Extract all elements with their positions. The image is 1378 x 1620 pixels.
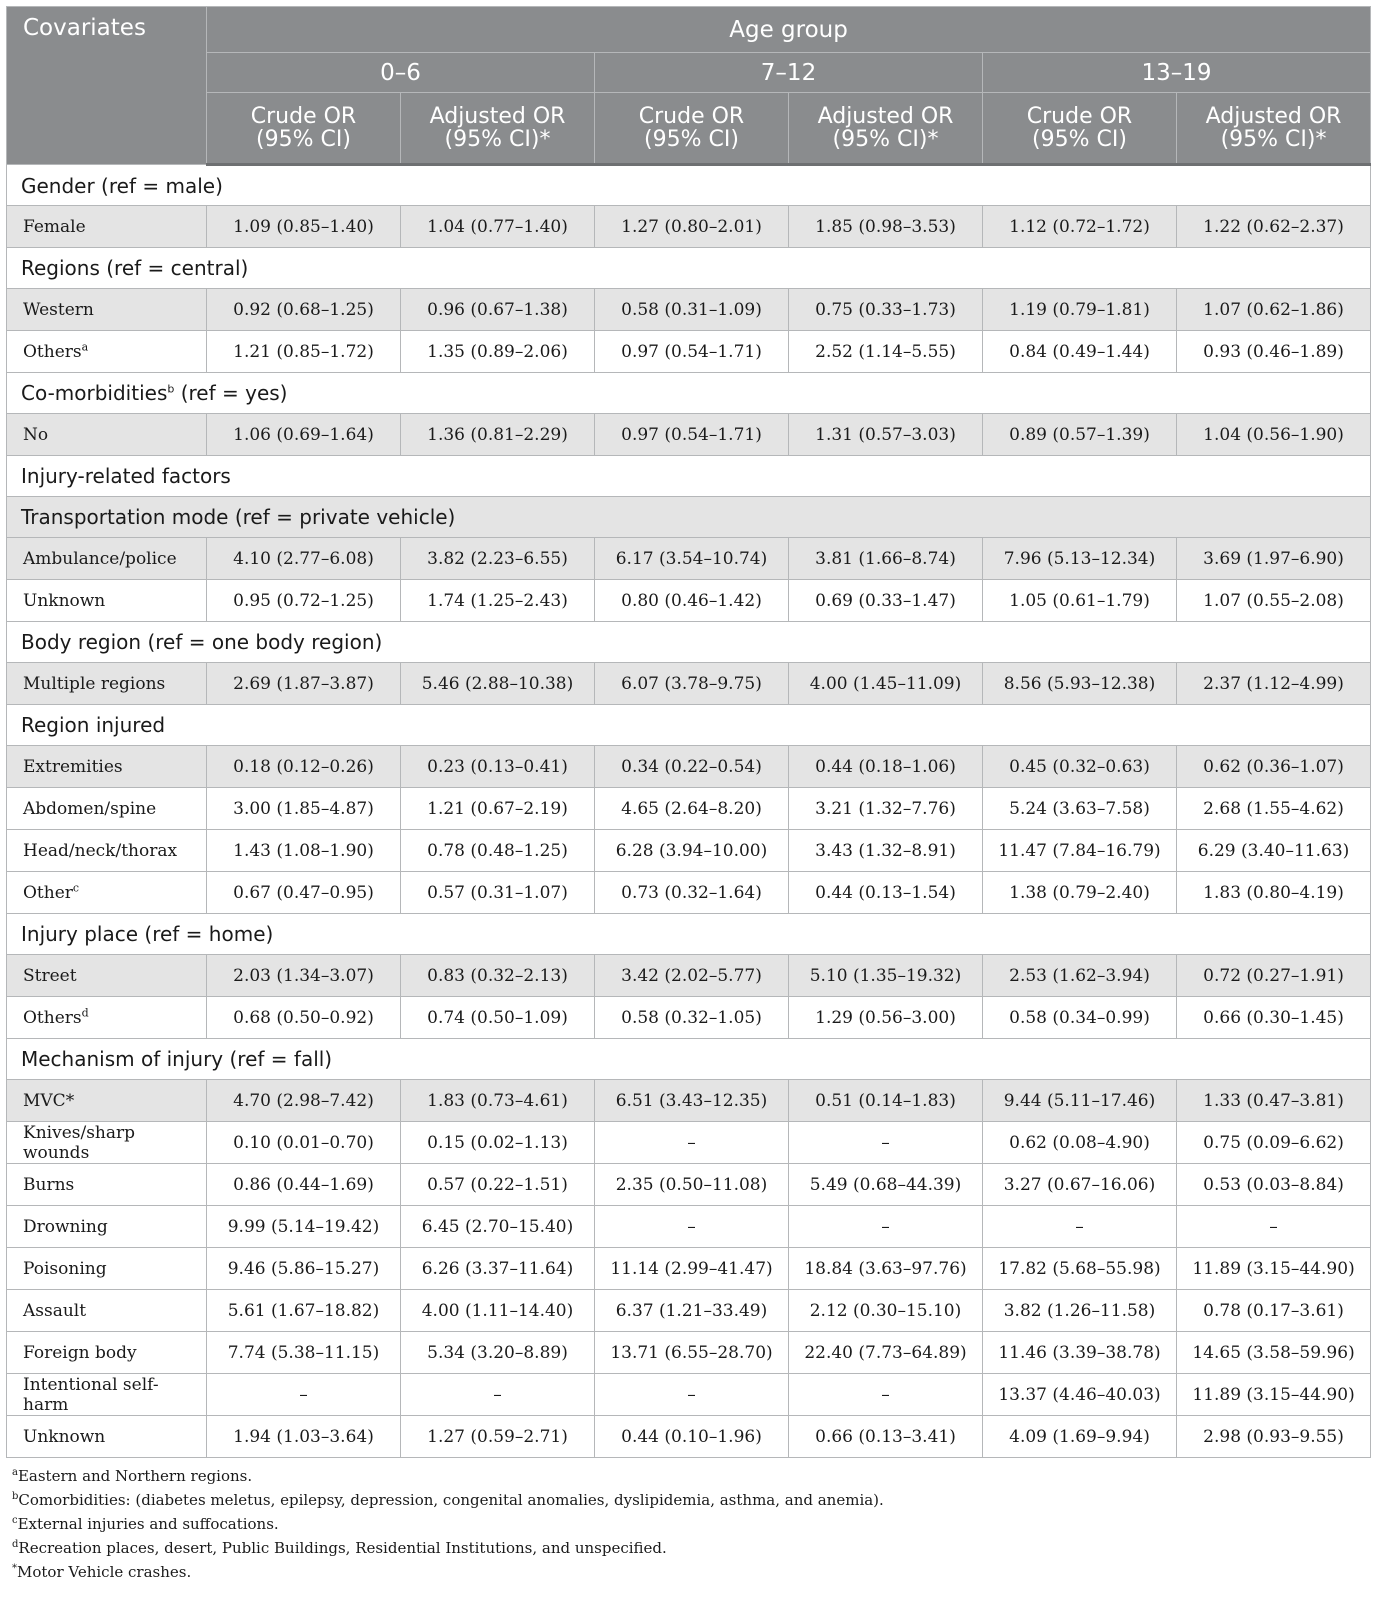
table-header <box>7 7 1371 165</box>
table-cell: 4.65 (2.64–8.20) <box>595 788 789 830</box>
table-cell: 0.66 (0.13–3.41) <box>789 1416 983 1458</box>
table-cell: 1.35 (0.89–2.06) <box>401 331 595 373</box>
section-row <box>7 248 1371 289</box>
table-cell: 6.51 (3.43–12.35) <box>595 1080 789 1122</box>
table-cell: 3.43 (1.32–8.91) <box>789 830 983 872</box>
table-cell: 3.27 (0.67–16.06) <box>983 1164 1177 1206</box>
section-row <box>7 373 1371 414</box>
table-cell: 6.17 (3.54–10.74) <box>595 538 789 580</box>
table-cell: 0.58 (0.32–1.05) <box>595 997 789 1039</box>
table-cell: 1.43 (1.08–1.90) <box>207 830 401 872</box>
table-row <box>7 580 1371 622</box>
table-cell: 1.09 (0.85–1.40) <box>207 206 401 248</box>
table-cell: 11.14 (2.99–41.47) <box>595 1248 789 1290</box>
table-cell: 0.57 (0.31–1.07) <box>401 872 595 914</box>
table-cell: – <box>789 1374 983 1416</box>
age-group-header: Age group <box>207 7 1371 53</box>
section-row <box>7 497 1371 538</box>
table-cell: 0.62 (0.36–1.07) <box>1177 746 1371 788</box>
row-label <box>7 580 207 622</box>
table-cell: 1.05 (0.61–1.79) <box>983 580 1177 622</box>
row-label <box>7 538 207 580</box>
table-cell: 0.23 (0.13–0.41) <box>401 746 595 788</box>
section-title-text: Injury place (ref = home) <box>21 922 274 946</box>
footnote-mark: d <box>81 1005 89 1019</box>
section-title <box>7 248 1371 289</box>
row-label-text: Ambulance/police <box>23 548 177 569</box>
footnote-mark: b <box>12 1491 19 1502</box>
table-cell: 3.69 (1.97–6.90) <box>1177 538 1371 580</box>
row-label <box>7 1416 207 1458</box>
table-cell: – <box>207 1374 401 1416</box>
row-label <box>7 788 207 830</box>
row-label-text: Others <box>23 341 82 362</box>
table-cell: 0.67 (0.47–0.95) <box>207 872 401 914</box>
table-cell: 2.37 (1.12–4.99) <box>1177 663 1371 705</box>
table-cell: 5.46 (2.88–10.38) <box>401 663 595 705</box>
section-title-text: Regions (ref = central) <box>21 256 249 280</box>
table-cell: 0.86 (0.44–1.69) <box>207 1164 401 1206</box>
table-cell: 0.58 (0.31–1.09) <box>595 289 789 331</box>
table-cell: 0.72 (0.27–1.91) <box>1177 955 1371 997</box>
table-row <box>7 1290 1371 1332</box>
table-cell: 1.22 (0.62–2.37) <box>1177 206 1371 248</box>
row-label <box>7 1290 207 1332</box>
table-cell: 0.92 (0.68–1.25) <box>207 289 401 331</box>
section-title <box>7 456 1371 497</box>
table-row <box>7 1206 1371 1248</box>
footnote-text: Eastern and Northern regions. <box>17 1467 253 1485</box>
table-cell: 4.00 (1.11–14.40) <box>401 1290 595 1332</box>
table-cell: 0.83 (0.32–2.13) <box>401 955 595 997</box>
section-title-text: Body region (ref = one body region) <box>21 630 383 654</box>
row-label <box>7 289 207 331</box>
row-label-text: Unknown <box>23 590 106 611</box>
row-label <box>7 997 207 1039</box>
table-row <box>7 872 1371 914</box>
adjusted-or-header: Adjusted OR (95% CI)* <box>789 93 983 165</box>
table-cell: 6.28 (3.94–10.00) <box>595 830 789 872</box>
table-cell: 7.74 (5.38–11.15) <box>207 1332 401 1374</box>
row-label-text: Drowning <box>23 1216 108 1237</box>
section-title-text: Region injured <box>21 713 166 737</box>
table-cell: 9.46 (5.86–15.27) <box>207 1248 401 1290</box>
table-cell: – <box>789 1206 983 1248</box>
table-cell: 3.82 (1.26–11.58) <box>983 1290 1177 1332</box>
row-label-text: Extremities <box>23 756 123 777</box>
table-cell: 8.56 (5.93–12.38) <box>983 663 1177 705</box>
table-row <box>7 663 1371 705</box>
table-cell: 0.78 (0.48–1.25) <box>401 830 595 872</box>
table-body <box>7 165 1371 1458</box>
table-cell: 4.09 (1.69–9.94) <box>983 1416 1177 1458</box>
footnote-mark: * <box>12 1563 17 1574</box>
row-label-text: MVC* <box>23 1090 75 1111</box>
section-row <box>7 705 1371 746</box>
table-cell: 0.80 (0.46–1.42) <box>595 580 789 622</box>
section-title-text: Co-morbidities <box>21 381 168 405</box>
table-cell: – <box>595 1206 789 1248</box>
row-label <box>7 872 207 914</box>
table-cell: 7.96 (5.13–12.34) <box>983 538 1177 580</box>
table-row <box>7 997 1371 1039</box>
footnote-text: Recreation places, desert, Public Buildings, Residential Institutions, and unspecified. <box>18 1539 667 1557</box>
section-title-text: Injury-related factors <box>21 464 231 488</box>
footnote-text: External injuries and suffocations. <box>17 1515 279 1533</box>
row-label <box>7 414 207 456</box>
table-row <box>7 746 1371 788</box>
adjusted-or-header: Adjusted OR (95% CI)* <box>1177 93 1371 165</box>
footnote-mark: c <box>12 1515 18 1526</box>
table-cell: 1.36 (0.81–2.29) <box>401 414 595 456</box>
table-cell: 1.33 (0.47–3.81) <box>1177 1080 1371 1122</box>
table-cell: 0.75 (0.33–1.73) <box>789 289 983 331</box>
table-cell: 1.83 (0.73–4.61) <box>401 1080 595 1122</box>
footnote-mark: a <box>12 1467 18 1478</box>
table-cell: – <box>983 1206 1177 1248</box>
table-cell: 17.82 (5.68–55.98) <box>983 1248 1177 1290</box>
row-label-text: Others <box>23 1007 82 1028</box>
table-cell: 5.10 (1.35–19.32) <box>789 955 983 997</box>
table-row <box>7 1248 1371 1290</box>
table-row <box>7 1374 1371 1416</box>
table-cell: 0.53 (0.03–8.84) <box>1177 1164 1371 1206</box>
table-cell: 1.06 (0.69–1.64) <box>207 414 401 456</box>
table-cell: 0.57 (0.22–1.51) <box>401 1164 595 1206</box>
crude-or-header: Crude OR (95% CI) <box>983 93 1177 165</box>
table-cell: 0.95 (0.72–1.25) <box>207 580 401 622</box>
table-cell: 0.96 (0.67–1.38) <box>401 289 595 331</box>
footnote-text: Comorbidities: (diabetes meletus, epilepsy, depression, congenital anomalies, dyslipidemia, asthma, and anemia). <box>18 1491 884 1509</box>
table-cell: 5.61 (1.67–18.82) <box>207 1290 401 1332</box>
table-cell: 2.52 (1.14–5.55) <box>789 331 983 373</box>
table-cell: 0.58 (0.34–0.99) <box>983 997 1177 1039</box>
section-title <box>7 373 1371 414</box>
table-cell: 18.84 (3.63–97.76) <box>789 1248 983 1290</box>
row-label-text: Poisoning <box>23 1258 107 1279</box>
table-cell: 1.19 (0.79–1.81) <box>983 289 1177 331</box>
table-cell: 4.00 (1.45–11.09) <box>789 663 983 705</box>
row-label-text: Abdomen/spine <box>23 798 157 819</box>
table-cell: 1.74 (1.25–2.43) <box>401 580 595 622</box>
covariates-header: Covariates <box>7 7 207 165</box>
adjusted-or-header: Adjusted OR (95% CI)* <box>401 93 595 165</box>
table-cell: 0.75 (0.09–6.62) <box>1177 1122 1371 1164</box>
table-cell: 0.34 (0.22–0.54) <box>595 746 789 788</box>
table-cell: 0.97 (0.54–1.71) <box>595 331 789 373</box>
table-cell: 6.26 (3.37–11.64) <box>401 1248 595 1290</box>
table-cell: 2.69 (1.87–3.87) <box>207 663 401 705</box>
table-cell: 0.51 (0.14–1.83) <box>789 1080 983 1122</box>
row-label <box>7 1332 207 1374</box>
row-label <box>7 663 207 705</box>
table-cell: 11.89 (3.15–44.90) <box>1177 1374 1371 1416</box>
group-header-7-12: 7–12 <box>595 53 983 93</box>
row-label-text: Street <box>23 965 77 986</box>
table-cell: 1.38 (0.79–2.40) <box>983 872 1177 914</box>
footnote <box>12 1560 1371 1584</box>
table-cell: 5.24 (3.63–7.58) <box>983 788 1177 830</box>
table-cell: 0.66 (0.30–1.45) <box>1177 997 1371 1039</box>
or-header-row <box>7 93 1371 165</box>
row-label <box>7 746 207 788</box>
table-cell: 5.34 (3.20–8.89) <box>401 1332 595 1374</box>
table-cell: – <box>401 1374 595 1416</box>
table-cell: 1.29 (0.56–3.00) <box>789 997 983 1039</box>
table-cell: 2.53 (1.62–3.94) <box>983 955 1177 997</box>
table-cell: 6.37 (1.21–33.49) <box>595 1290 789 1332</box>
table-cell: 5.49 (0.68–44.39) <box>789 1164 983 1206</box>
table-cell: 2.12 (0.30–15.10) <box>789 1290 983 1332</box>
table-row <box>7 538 1371 580</box>
table-cell: 11.46 (3.39–38.78) <box>983 1332 1177 1374</box>
table-cell: 0.89 (0.57–1.39) <box>983 414 1177 456</box>
table-cell: 1.07 (0.62–1.86) <box>1177 289 1371 331</box>
section-row <box>7 456 1371 497</box>
table-cell: – <box>595 1374 789 1416</box>
row-label <box>7 331 207 373</box>
table-cell: 3.42 (2.02–5.77) <box>595 955 789 997</box>
table-cell: 2.98 (0.93–9.55) <box>1177 1416 1371 1458</box>
table-cell: 9.99 (5.14–19.42) <box>207 1206 401 1248</box>
footnote <box>12 1536 1371 1560</box>
table-cell: – <box>595 1122 789 1164</box>
row-label <box>7 1248 207 1290</box>
section-title-text: Gender (ref = male) <box>21 173 223 198</box>
table-cell: 0.73 (0.32–1.64) <box>595 872 789 914</box>
section-title <box>7 705 1371 746</box>
table-row <box>7 1080 1371 1122</box>
table-cell: 0.44 (0.18–1.06) <box>789 746 983 788</box>
table-row <box>7 1416 1371 1458</box>
section-title-text: Mechanism of injury (ref = fall) <box>21 1047 333 1071</box>
table-row <box>7 414 1371 456</box>
row-label-text: Intentional self-harm <box>23 1374 159 1415</box>
table-cell: 6.07 (3.78–9.75) <box>595 663 789 705</box>
footnote-mark: c <box>72 880 80 894</box>
table-cell: 3.21 (1.32–7.76) <box>789 788 983 830</box>
row-label-text: Foreign body <box>23 1342 137 1363</box>
section-title-tail: (ref = yes) <box>174 381 288 405</box>
table-cell: 0.74 (0.50–1.09) <box>401 997 595 1039</box>
table-cell: 1.12 (0.72–1.72) <box>983 206 1177 248</box>
table-row <box>7 206 1371 248</box>
row-label-text: Western <box>23 299 94 320</box>
footnote <box>12 1512 1371 1536</box>
table-cell: 11.47 (7.84–16.79) <box>983 830 1177 872</box>
footnote-mark: d <box>12 1539 19 1550</box>
row-label <box>7 955 207 997</box>
table-cell: 0.10 (0.01–0.70) <box>207 1122 401 1164</box>
table-cell: 13.71 (6.55–28.70) <box>595 1332 789 1374</box>
row-label-text: Knives/sharp wounds <box>23 1122 136 1163</box>
table-cell: 9.44 (5.11–17.46) <box>983 1080 1177 1122</box>
footnotes <box>6 1464 1371 1584</box>
table-cell: 0.18 (0.12–0.26) <box>207 746 401 788</box>
table-cell: 0.78 (0.17–3.61) <box>1177 1290 1371 1332</box>
section-row <box>7 165 1371 206</box>
group-header-0-6: 0–6 <box>207 53 595 93</box>
table-cell: 0.93 (0.46–1.89) <box>1177 331 1371 373</box>
table-row <box>7 830 1371 872</box>
table-cell: 1.04 (0.77–1.40) <box>401 206 595 248</box>
table-cell: 0.15 (0.02–1.13) <box>401 1122 595 1164</box>
table-container <box>6 6 1371 1584</box>
table-cell: 0.44 (0.13–1.54) <box>789 872 983 914</box>
row-label-text: Assault <box>23 1300 87 1321</box>
table-cell: 1.31 (0.57–3.03) <box>789 414 983 456</box>
section-title-text: Transportation mode (ref = private vehicle) <box>21 505 456 529</box>
table-row <box>7 331 1371 373</box>
row-label-text: Female <box>23 216 86 237</box>
footnote-text: Motor Vehicle crashes. <box>17 1563 192 1581</box>
footnote-mark: a <box>81 339 89 353</box>
table-cell: 6.29 (3.40–11.63) <box>1177 830 1371 872</box>
table-cell: 0.44 (0.10–1.96) <box>595 1416 789 1458</box>
table-cell: – <box>1177 1206 1371 1248</box>
crude-or-header: Crude OR (95% CI) <box>595 93 789 165</box>
group-header-13-19: 13–19 <box>983 53 1371 93</box>
table-row <box>7 1164 1371 1206</box>
table-row <box>7 1332 1371 1374</box>
table-cell: 1.83 (0.80–4.19) <box>1177 872 1371 914</box>
section-title <box>7 497 1371 538</box>
section-row <box>7 914 1371 955</box>
section-row <box>7 1039 1371 1080</box>
table-cell: 0.45 (0.32–0.63) <box>983 746 1177 788</box>
table-cell: 1.04 (0.56–1.90) <box>1177 414 1371 456</box>
table-cell: 0.62 (0.08–4.90) <box>983 1122 1177 1164</box>
row-label <box>7 1080 207 1122</box>
table-row <box>7 788 1371 830</box>
table-cell: 13.37 (4.46–40.03) <box>983 1374 1177 1416</box>
table-row <box>7 955 1371 997</box>
table-cell: 1.27 (0.59–2.71) <box>401 1416 595 1458</box>
table-cell: 1.27 (0.80–2.01) <box>595 206 789 248</box>
section-title <box>7 914 1371 955</box>
table-cell: 1.07 (0.55–2.08) <box>1177 580 1371 622</box>
row-label <box>7 830 207 872</box>
table-cell: 1.85 (0.98–3.53) <box>789 206 983 248</box>
row-label-text: Other <box>23 882 73 903</box>
row-label <box>7 1164 207 1206</box>
row-label-text: Burns <box>23 1174 75 1195</box>
section-title <box>7 1039 1371 1080</box>
table-cell: 22.40 (7.73–64.89) <box>789 1332 983 1374</box>
footnote <box>12 1464 1371 1488</box>
table-cell: 3.00 (1.85–4.87) <box>207 788 401 830</box>
table-cell: 1.94 (1.03–3.64) <box>207 1416 401 1458</box>
section-title <box>7 165 1371 206</box>
table-cell: 2.68 (1.55–4.62) <box>1177 788 1371 830</box>
table-cell: 0.69 (0.33–1.47) <box>789 580 983 622</box>
table-cell: 4.10 (2.77–6.08) <box>207 538 401 580</box>
table-cell: 14.65 (3.58–59.96) <box>1177 1332 1371 1374</box>
table-cell: 0.97 (0.54–1.71) <box>595 414 789 456</box>
footnote <box>12 1488 1371 1512</box>
row-label-text: Multiple regions <box>23 673 166 694</box>
table-cell: 2.03 (1.34–3.07) <box>207 955 401 997</box>
table-cell: 0.84 (0.49–1.44) <box>983 331 1177 373</box>
row-label <box>7 1374 207 1416</box>
table-row <box>7 1122 1371 1164</box>
section-row <box>7 622 1371 663</box>
row-label <box>7 1122 207 1164</box>
table-cell: 6.45 (2.70–15.40) <box>401 1206 595 1248</box>
table-cell: 0.68 (0.50–0.92) <box>207 997 401 1039</box>
table-cell: 3.81 (1.66–8.74) <box>789 538 983 580</box>
footnote-mark: b <box>167 382 175 396</box>
section-title <box>7 622 1371 663</box>
row-label-text: Head/neck/thorax <box>23 840 178 861</box>
table-cell: 1.21 (0.67–2.19) <box>401 788 595 830</box>
table-cell: 3.82 (2.23–6.55) <box>401 538 595 580</box>
table-row <box>7 289 1371 331</box>
table-cell: 11.89 (3.15–44.90) <box>1177 1248 1371 1290</box>
table-cell: 2.35 (0.50–11.08) <box>595 1164 789 1206</box>
table-cell: – <box>789 1122 983 1164</box>
odds-ratio-table <box>6 6 1371 1458</box>
table-cell: 1.21 (0.85–1.72) <box>207 331 401 373</box>
row-label <box>7 1206 207 1248</box>
row-label-text: Unknown <box>23 1426 106 1447</box>
row-label <box>7 206 207 248</box>
table-cell: 4.70 (2.98–7.42) <box>207 1080 401 1122</box>
crude-or-header: Crude OR (95% CI) <box>207 93 401 165</box>
row-label-text: No <box>23 424 49 445</box>
